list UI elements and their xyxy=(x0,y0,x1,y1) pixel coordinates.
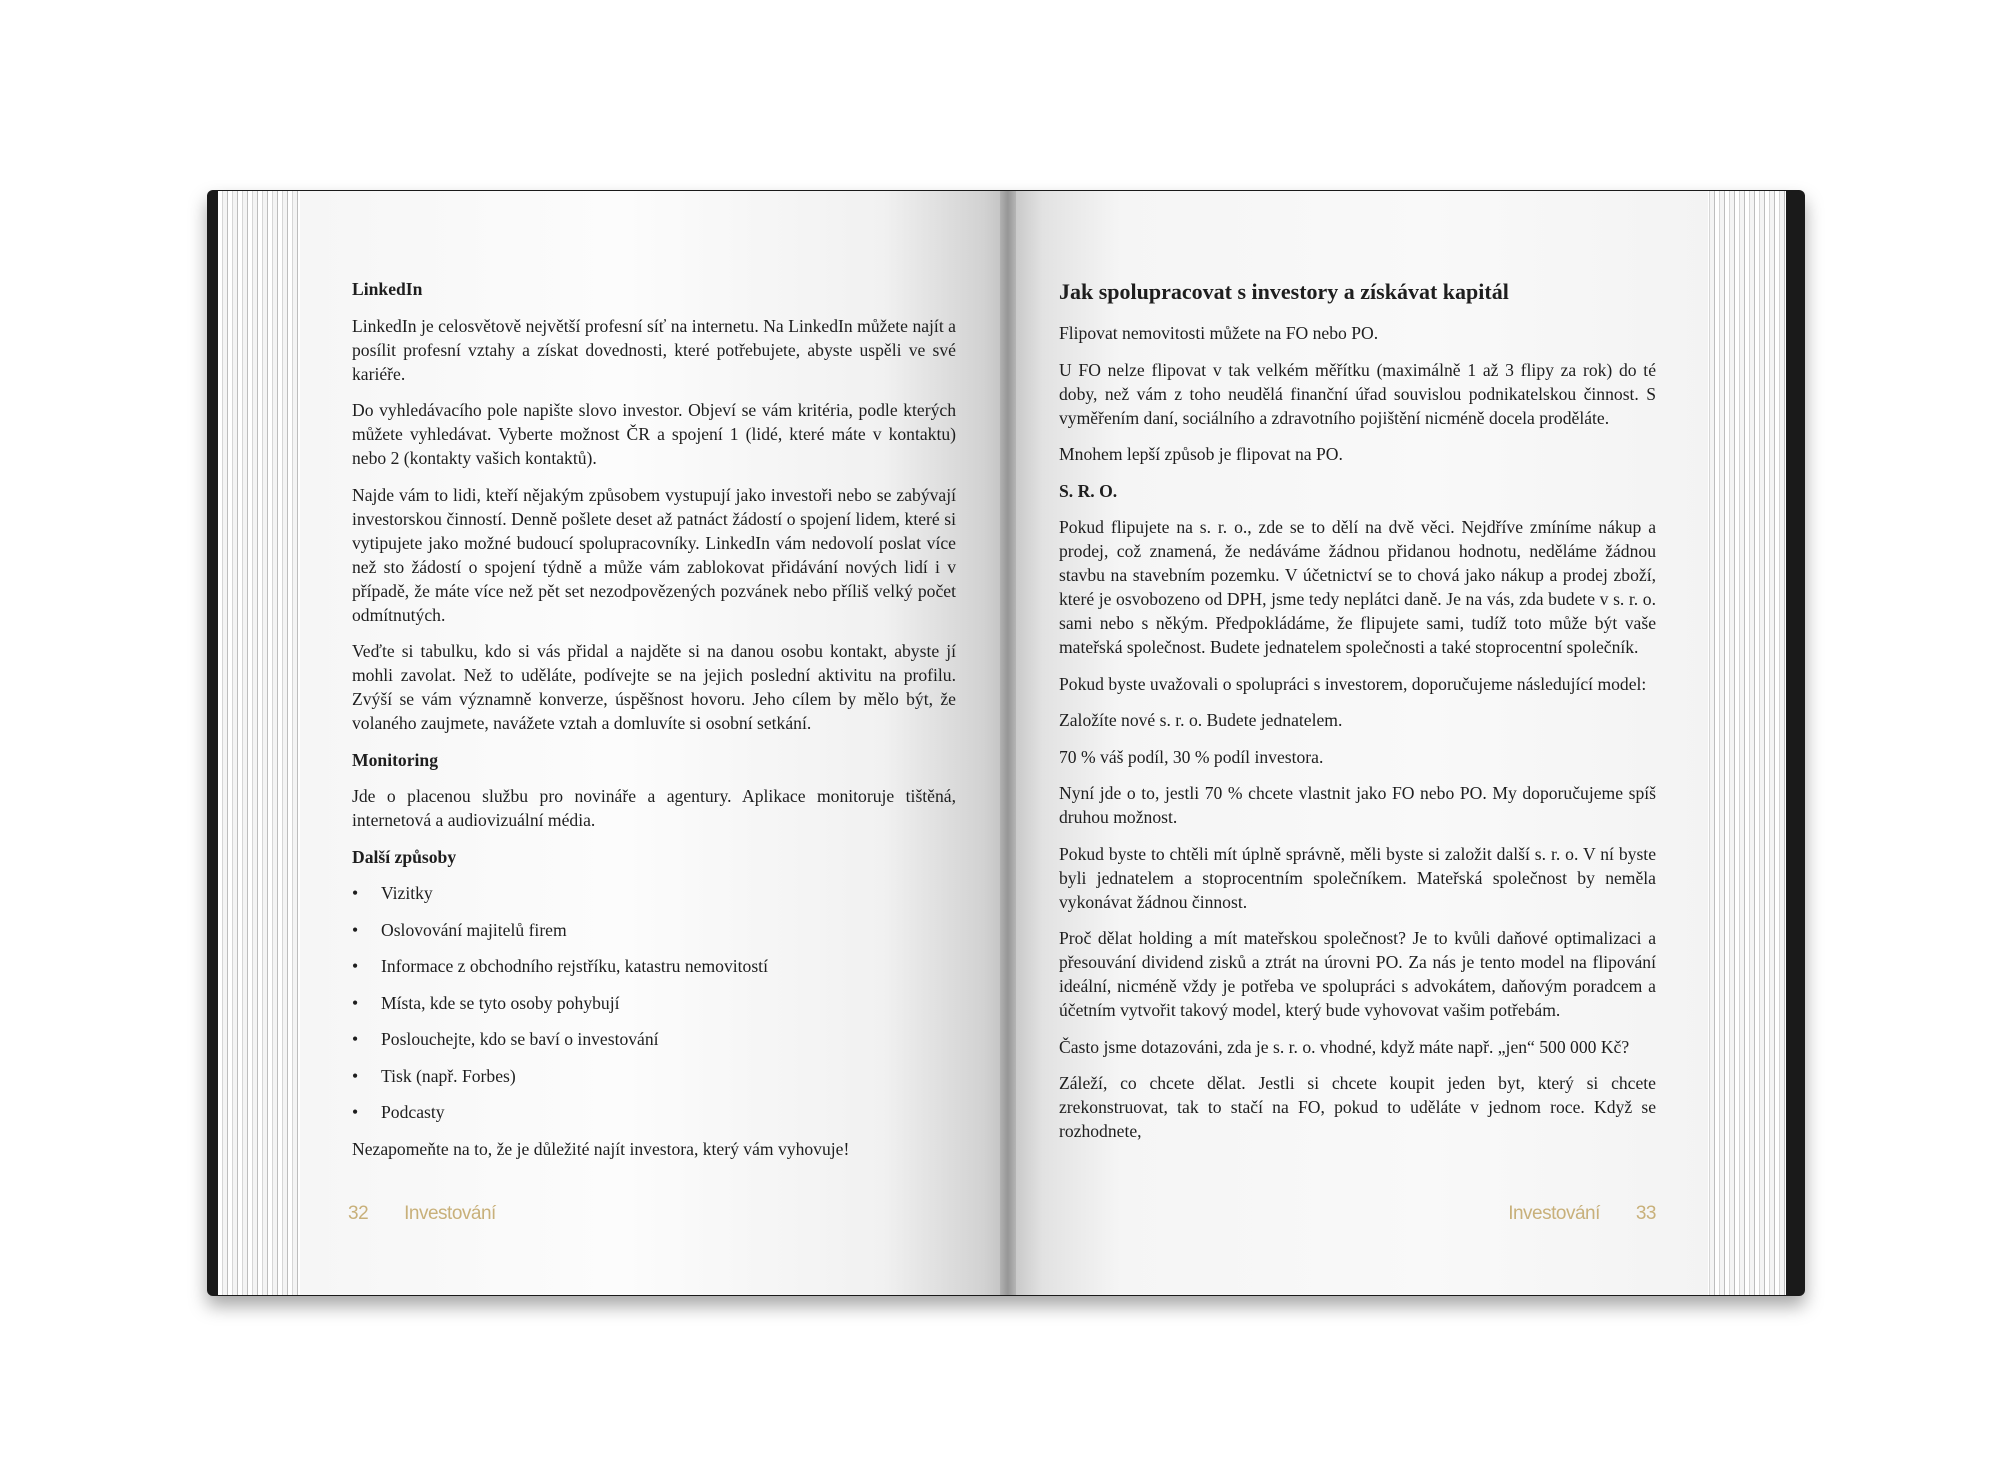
right-page-content xyxy=(1059,277,1656,1156)
paragraph: Najde vám to lidi, kteří nějakým způsobem vystupují jako investoři nebo se zabývají investorskou činností. Denně pošlete deset až patnáct žádostí o spojení lidem, které si vytipujete jako možné budoucí spolupracovníky. LinkedIn vám nedovolí poslat více než sto žádostí o spojení týdně a může vám zablokovat přidávání nových lidí i v případě, že máte více než pět set nezodpovězených pozvánek nebo příliš velký počet odmítnutých. xyxy=(352,484,956,625)
running-title: Investování xyxy=(1508,1203,1600,1224)
book-gutter xyxy=(1000,191,1016,1295)
bullet-item: • Podcasty xyxy=(352,1100,956,1124)
running-title: Investování xyxy=(404,1203,496,1224)
bullet-item: • Vizitky xyxy=(352,881,956,905)
paragraph: Veďte si tabulku, kdo si vás přidal a najděte si na danou osobu kontakt, abyste jí mohli zavolat. Než to uděláte, podívejte se na jejich poslední aktivitu na profilu. Zvýší se vám významně konverze, úspěšnost hovoru. Jeho cílem by mělo být, že volaného zaujmete, navážete vztah a domluvíte si osobní setkání. xyxy=(352,641,956,733)
heading-sro: S. R. O. xyxy=(1059,480,1118,501)
page-stack-left xyxy=(218,191,304,1295)
paragraph: Založíte nové s. r. o. Budete jednatelem. xyxy=(1059,710,1343,730)
page-number: 32 xyxy=(348,1203,369,1224)
paragraph: Nyní jde o to, jestli 70 % chcete vlastnit jako FO nebo PO. My doporučujeme spíš druhou možnost. xyxy=(1059,783,1656,827)
paragraph: U FO nelze flipovat v tak velkém měřítku (maximálně 1 až 3 flipy za rok) do té doby, než vám z toho neudělá finanční úřad souvislou podnikatelskou činnost. S vyměřením daní, sociálního a zdravotního pojištění nicméně docela proděláte. xyxy=(1059,359,1656,428)
paragraph: Pokud byste uvažovali o spolupráci s investorem, doporučujeme následující model: xyxy=(1059,673,1647,694)
paragraph: Pokud flipujete na s. r. o., zde se to dělí na dvě věci. Nejdříve zmíníme nákup a prodej, což znamená, že nedáváme žádnou přidanou hodnotu, neděláme žádnou stavbu na stavebním pozemku. V účetnictví se to chová jako nákup a prodej zboží, které je osvobozeno od DPH, jsme tedy neplátci daně. Je na vás, zda budete v s. r. o. sami nebo s někým. Předpokládáme, že flipujete sami, tudíž toto může být vaše mateřská společnost. Budete jednatelem společnosti a také stoprocentní společník. xyxy=(1059,517,1656,657)
bullet-item: • Tisk (např. Forbes) xyxy=(352,1064,956,1088)
paragraph: Flipovat nemovitosti můžete na FO nebo PO. xyxy=(1059,323,1379,343)
bullet-item: • Oslovování majitelů firem xyxy=(352,918,956,942)
paragraph: Nezapomeňte na to, že je důležité najít investora, který vám vyhovuje! xyxy=(352,1138,850,1159)
paragraph: LinkedIn je celosvětově největší profesní síť na internetu. Na LinkedIn můžete najít a posílit profesní vztahy a získat dovednosti, které potřebujete, abyste uspěli ve své kariéře. xyxy=(352,315,956,384)
bullet-item: • Informace z obchodního rejstříku, katastru nemovitostí xyxy=(352,954,956,978)
right-page xyxy=(1008,191,1708,1295)
right-page-footer xyxy=(1508,1203,1656,1225)
paragraph: Jde o placenou službu pro novináře a agentury. Aplikace monitoruje tištěná, internetová a audiovizuální média. xyxy=(352,786,956,830)
page-number: 33 xyxy=(1635,1203,1656,1224)
heading-other-ways: Další způsoby xyxy=(352,846,457,867)
paragraph: Pokud byste to chtěli mít úplně správně, měli byste si založit další s. r. o. V ní byste byli jednatelem a stoprocentním společníkem. Mateřská společnost by neměla vykonávat žádnou činnost. xyxy=(1059,843,1656,912)
paragraph: Záleží, co chcete dělat. Jestli si chcete koupit jeden byt, který si chcete zrekonstruovat, tak to stačí na FO, pokud to uděláte v jednom roce. Když se rozhodnete, xyxy=(1059,1073,1656,1141)
paragraph: Často jsme dotazováni, zda je s. r. o. vhodné, když máte např. „jen“ 500 000 Kč? xyxy=(1059,1036,1630,1057)
bullet-item: • Místa, kde se tyto osoby pohybují xyxy=(352,991,956,1015)
heading-monitoring: Monitoring xyxy=(352,749,439,770)
paragraph: Proč dělat holding a mít mateřskou společnost? Je to kvůli daňové optimalizaci a přesouvání dividend zisků a ztrát na úrovni PO. Za nás je tento model na flipování ideální, nicméně vždy je potřeba ve spolupráci s advokátem, daňovým poradcem a účetním vytvořit takový model, který bude vyhovovat vašim potřebám. xyxy=(1059,928,1656,1020)
paragraph: Mnohem lepší způsob je flipovat na PO. xyxy=(1059,444,1343,464)
heading-linkedin: LinkedIn xyxy=(352,279,423,299)
page-stack-right xyxy=(1700,191,1786,1295)
bullet-item: • Poslouchejte, kdo se baví o investování xyxy=(352,1027,956,1051)
paragraph: 70 % váš podíl, 30 % podíl investora. xyxy=(1059,746,1324,767)
paragraph: Do vyhledávacího pole napište slovo investor. Objeví se vám kritéria, podle kterých můžete vyhledávat. Vyberte možnost ČR a spojení 1 (lidé, které máte v kontaktu) nebo 2 (kontakty vašich kontaktů). xyxy=(352,400,956,468)
chapter-heading: Jak spolupracovat s investory a získávat kapitál xyxy=(1059,279,1509,304)
left-page-content xyxy=(352,277,956,1173)
left-page-footer xyxy=(348,1203,496,1225)
left-page xyxy=(300,191,1012,1295)
bullet-list xyxy=(352,881,956,1124)
